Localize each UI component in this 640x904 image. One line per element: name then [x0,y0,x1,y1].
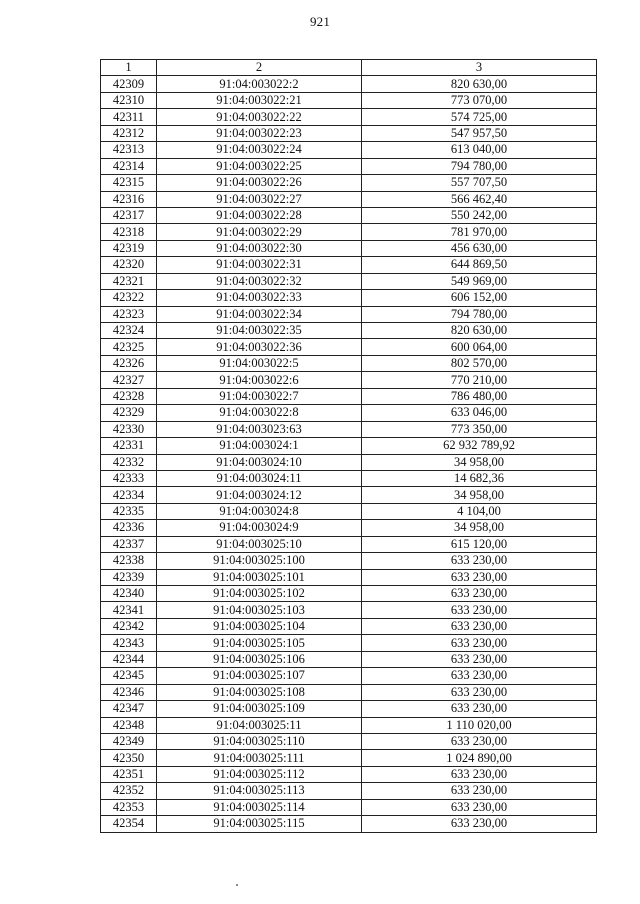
value-cell: 820 630,00 [362,76,597,92]
table-row [101,372,597,388]
value-cell: 820 630,00 [362,323,597,339]
value-cell: 62 932 789,92 [362,438,597,454]
cadastral-number-cell: 91:04:003022:29 [157,224,362,240]
cadastral-number-cell: 91:04:003025:104 [157,618,362,634]
row-number-cell: 42337 [101,536,157,552]
row-number-cell: 42315 [101,175,157,191]
table-row [101,618,597,634]
cadastral-number-cell: 91:04:003024:12 [157,487,362,503]
value-cell: 633 230,00 [362,799,597,815]
row-number-cell: 42340 [101,586,157,602]
row-number-cell: 42353 [101,799,157,815]
row-number-cell: 42321 [101,273,157,289]
value-cell: 574 725,00 [362,109,597,125]
cadastral-number-cell: 91:04:003025:102 [157,586,362,602]
row-number-cell: 42317 [101,207,157,223]
row-number-cell: 42346 [101,684,157,700]
cadastral-number-cell: 91:04:003025:108 [157,684,362,700]
value-cell: 786 480,00 [362,388,597,404]
value-cell: 633 230,00 [362,651,597,667]
column-header-2: 2 [157,60,362,76]
cadastral-number-cell: 91:04:003025:105 [157,635,362,651]
table-row [101,273,597,289]
row-number-cell: 42323 [101,306,157,322]
table-row [101,175,597,191]
row-number-cell: 42339 [101,569,157,585]
value-cell: 633 230,00 [362,684,597,700]
cadastral-number-cell: 91:04:003022:27 [157,191,362,207]
table-header [101,60,597,76]
table-row [101,109,597,125]
scan-dot-mark [236,884,238,886]
cadastral-number-cell: 91:04:003025:103 [157,602,362,618]
value-cell: 644 869,50 [362,257,597,273]
page-number: 921 [309,14,331,29]
header-row [101,60,597,76]
row-number-cell: 42329 [101,405,157,421]
value-cell: 773 350,00 [362,421,597,437]
row-number-cell: 42338 [101,553,157,569]
table-row [101,799,597,815]
row-number-cell: 42325 [101,339,157,355]
table-row [101,487,597,503]
cadastral-number-cell: 91:04:003025:106 [157,651,362,667]
row-number-cell: 42316 [101,191,157,207]
row-number-cell: 42318 [101,224,157,240]
value-cell: 781 970,00 [362,224,597,240]
cadastral-number-cell: 91:04:003025:115 [157,816,362,832]
cadastral-number-cell: 91:04:003023:63 [157,421,362,437]
value-cell: 633 230,00 [362,635,597,651]
cadastral-number-cell: 91:04:003022:25 [157,158,362,174]
cadastral-number-cell: 91:04:003024:11 [157,470,362,486]
table-row [101,191,597,207]
row-number-cell: 42310 [101,92,157,108]
cadastral-number-cell: 91:04:003025:113 [157,783,362,799]
value-cell: 633 230,00 [362,783,597,799]
value-cell: 633 230,00 [362,569,597,585]
table-row [101,92,597,108]
table-row [101,290,597,306]
row-number-cell: 42335 [101,503,157,519]
value-cell: 34 958,00 [362,454,597,470]
column-header-1: 1 [101,60,157,76]
table-row [101,355,597,371]
value-cell: 456 630,00 [362,240,597,256]
value-cell: 606 152,00 [362,290,597,306]
table-row [101,816,597,832]
value-cell: 566 462,40 [362,191,597,207]
table-row [101,339,597,355]
value-cell: 14 682,36 [362,470,597,486]
row-number-cell: 42309 [101,76,157,92]
table-row [101,684,597,700]
column-header-3: 3 [362,60,597,76]
value-cell: 633 230,00 [362,618,597,634]
cadastral-number-cell: 91:04:003024:8 [157,503,362,519]
cadastral-number-cell: 91:04:003022:30 [157,240,362,256]
table-row [101,306,597,322]
row-number-cell: 42350 [101,750,157,766]
cadastral-number-cell: 91:04:003022:22 [157,109,362,125]
row-number-cell: 42333 [101,470,157,486]
row-number-cell: 42344 [101,651,157,667]
table-row [101,421,597,437]
table-row [101,586,597,602]
value-cell: 802 570,00 [362,355,597,371]
value-cell: 557 707,50 [362,175,597,191]
table-row [101,240,597,256]
value-cell: 1 024 890,00 [362,750,597,766]
row-number-cell: 42348 [101,717,157,733]
value-cell: 547 957,50 [362,125,597,141]
cadastral-number-cell: 91:04:003022:5 [157,355,362,371]
row-number-cell: 42322 [101,290,157,306]
cadastral-number-cell: 91:04:003022:6 [157,372,362,388]
table-row [101,224,597,240]
table-row [101,701,597,717]
cadastral-number-cell: 91:04:003025:111 [157,750,362,766]
row-number-cell: 42336 [101,520,157,536]
table-row [101,602,597,618]
row-number-cell: 42331 [101,438,157,454]
cadastral-number-cell: 91:04:003025:101 [157,569,362,585]
cadastral-number-cell: 91:04:003022:2 [157,76,362,92]
table-row [101,503,597,519]
table-row [101,733,597,749]
value-cell: 633 046,00 [362,405,597,421]
row-number-cell: 42354 [101,816,157,832]
cadastral-number-cell: 91:04:003022:32 [157,273,362,289]
cadastral-number-cell: 91:04:003025:107 [157,668,362,684]
value-cell: 770 210,00 [362,372,597,388]
row-number-cell: 42312 [101,125,157,141]
row-number-cell: 42349 [101,733,157,749]
cadastral-number-cell: 91:04:003025:10 [157,536,362,552]
value-cell: 633 230,00 [362,766,597,782]
row-number-cell: 42334 [101,487,157,503]
cadastral-number-cell: 91:04:003025:114 [157,799,362,815]
value-cell: 549 969,00 [362,273,597,289]
value-cell: 550 242,00 [362,207,597,223]
value-cell: 4 104,00 [362,503,597,519]
table-row [101,783,597,799]
cadastral-number-cell: 91:04:003022:23 [157,125,362,141]
cadastral-number-cell: 91:04:003022:34 [157,306,362,322]
value-cell: 633 230,00 [362,816,597,832]
table-row [101,323,597,339]
cadastral-number-cell: 91:04:003022:24 [157,142,362,158]
cadastral-number-cell: 91:04:003022:31 [157,257,362,273]
table-row [101,142,597,158]
row-number-cell: 42345 [101,668,157,684]
row-number-cell: 42311 [101,109,157,125]
cadastral-number-cell: 91:04:003025:112 [157,766,362,782]
table-row [101,569,597,585]
row-number-cell: 42326 [101,355,157,371]
value-cell: 615 120,00 [362,536,597,552]
value-cell: 633 230,00 [362,553,597,569]
value-cell: 773 070,00 [362,92,597,108]
table-row [101,405,597,421]
cadastral-number-cell: 91:04:003022:21 [157,92,362,108]
value-cell: 794 780,00 [362,158,597,174]
table-row [101,717,597,733]
value-cell: 1 110 020,00 [362,717,597,733]
table-row [101,750,597,766]
cadastral-number-cell: 91:04:003025:100 [157,553,362,569]
table-row [101,257,597,273]
row-number-cell: 42328 [101,388,157,404]
value-cell: 633 230,00 [362,733,597,749]
cadastral-number-cell: 91:04:003024:9 [157,520,362,536]
value-cell: 633 230,00 [362,668,597,684]
cadastral-number-cell: 91:04:003024:1 [157,438,362,454]
table-row [101,635,597,651]
table-row [101,536,597,552]
table-row [101,454,597,470]
table-row [101,388,597,404]
table-row [101,766,597,782]
row-number-cell: 42313 [101,142,157,158]
table-row [101,438,597,454]
table-row [101,668,597,684]
value-cell: 34 958,00 [362,487,597,503]
cadastral-number-cell: 91:04:003025:109 [157,701,362,717]
value-cell: 600 064,00 [362,339,597,355]
row-number-cell: 42341 [101,602,157,618]
cadastral-number-cell: 91:04:003022:36 [157,339,362,355]
value-cell: 633 230,00 [362,602,597,618]
row-number-cell: 42324 [101,323,157,339]
table-row [101,125,597,141]
table-row [101,76,597,92]
value-cell: 794 780,00 [362,306,597,322]
row-number-cell: 42327 [101,372,157,388]
table-row [101,520,597,536]
row-number-cell: 42320 [101,257,157,273]
row-number-cell: 42347 [101,701,157,717]
cadastral-number-cell: 91:04:003022:26 [157,175,362,191]
table-row [101,207,597,223]
value-cell: 633 230,00 [362,701,597,717]
row-number-cell: 42352 [101,783,157,799]
value-cell: 633 230,00 [362,586,597,602]
cadastral-number-cell: 91:04:003022:35 [157,323,362,339]
cadastral-number-cell: 91:04:003022:28 [157,207,362,223]
row-number-cell: 42332 [101,454,157,470]
table-row [101,158,597,174]
cadastral-number-cell: 91:04:003024:10 [157,454,362,470]
row-number-cell: 42351 [101,766,157,782]
cadastral-number-cell: 91:04:003025:110 [157,733,362,749]
cadastral-value-table [100,59,597,833]
cadastral-number-cell: 91:04:003025:11 [157,717,362,733]
row-number-cell: 42342 [101,618,157,634]
row-number-cell: 42343 [101,635,157,651]
table-row [101,470,597,486]
cadastral-number-cell: 91:04:003022:33 [157,290,362,306]
row-number-cell: 42330 [101,421,157,437]
table-body [101,76,597,832]
value-cell: 613 040,00 [362,142,597,158]
row-number-cell: 42319 [101,240,157,256]
row-number-cell: 42314 [101,158,157,174]
cadastral-number-cell: 91:04:003022:8 [157,405,362,421]
table-row [101,553,597,569]
value-cell: 34 958,00 [362,520,597,536]
table-row [101,651,597,667]
cadastral-number-cell: 91:04:003022:7 [157,388,362,404]
